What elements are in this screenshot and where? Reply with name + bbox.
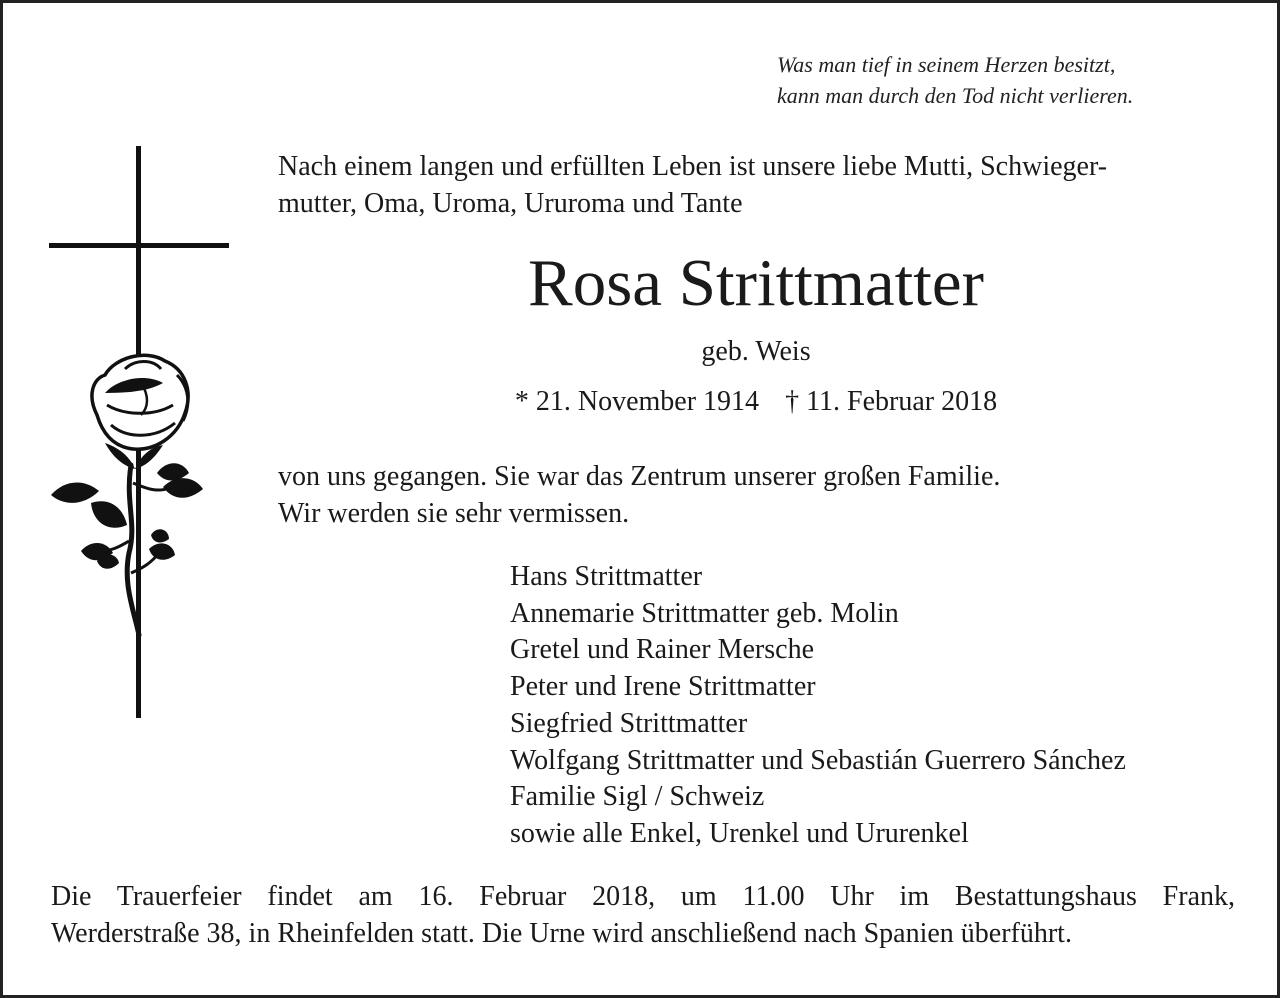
mourner: Siegfried Strittmatter [510,707,748,739]
intro-line-1: Nach einem langen und erfüllten Leben ist unsere liebe Mutti, Schwieger- [278,151,1108,182]
intro-line-2: mutter, Oma, Uroma, Ururoma und Tante [278,188,743,219]
farewell-text [278,458,1238,532]
mourner: sowie alle Enkel, Urenkel und Ururenkel [510,817,969,849]
farewell-line-2: Wir werden sie sehr vermissen. [278,498,630,529]
mourner: Peter und Irene Strittmatter [510,671,816,703]
intro-text [278,148,1238,222]
motto-line-2: kann man durch den Tod nicht verlieren. [777,83,1134,108]
motto-quote [777,49,1133,111]
funeral-line-2: Werderstraße 38, in Rheinfelden statt. Die Urne wird anschließend nach Spanien überführt. [51,918,1072,949]
deceased-name: Rosa Strittmatter [528,246,984,320]
mourner: Familie Sigl / Schweiz [510,781,765,813]
mourners-list [510,559,1126,853]
birth-date: * 21. November 1914 [514,386,760,417]
mourner: Gretel und Rainer Mersche [510,634,814,666]
mourner: Wolfgang Strittmatter und Sebastián Guerrero Sánchez [510,744,1126,776]
mourner: Hans Strittmatter [510,561,703,592]
life-dates [3,384,1280,420]
funeral-info [51,878,1235,952]
death-date: † 11. Februar 2018 [785,386,998,417]
motto-line-1: Was man tief in seinem Herzen besitzt, [777,52,1116,77]
birth-name: geb. Weis [701,336,811,367]
cross-with-rose [45,143,235,723]
mourner: Annemarie Strittmatter geb. Molin [510,597,899,629]
funeral-line-1: Die Trauerfeier findet am 16. Februar 2018, um 11.00 Uhr im Bestattungshaus Frank, [51,881,1235,912]
farewell-line-1: von uns gegangen. Sie war das Zentrum unserer großen Familie. [278,461,1001,492]
